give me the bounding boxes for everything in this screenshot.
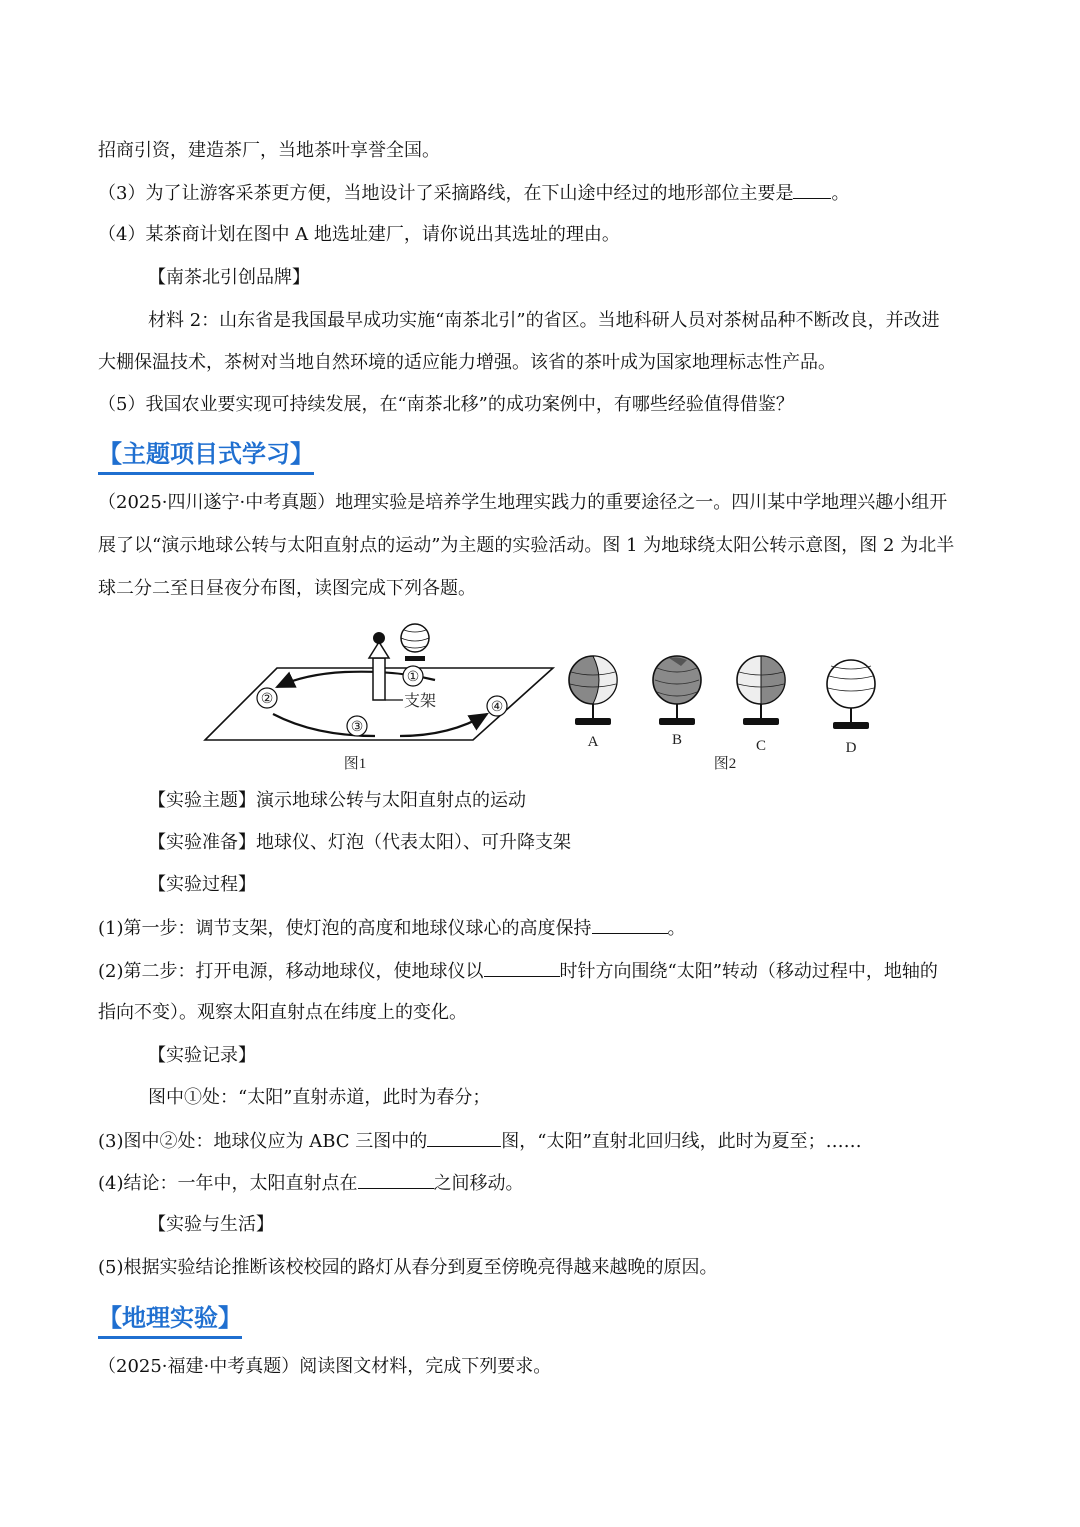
question-text-end: 之间移动。 (433, 1173, 524, 1194)
lamp-bulb (373, 632, 385, 644)
question-2-cont: 指向不变）。观察太阳直射点在纬度上的变化。 (98, 1002, 467, 1023)
question-5: （5）我国农业要实现可持续发展，在“南茶北移”的成功案例中，有哪些经验值得借鉴？ (98, 394, 794, 415)
globe-b-label: B (671, 732, 683, 748)
experiment-process-label: 【实验过程】 (148, 874, 256, 895)
figure-earth-revolution (195, 618, 895, 778)
question-text: (2)第二步：打开电源，移动地球仪，使地球仪以 (98, 961, 484, 982)
question-text-end: 。 (831, 183, 850, 204)
question-5b: (5)根据实验结论推断该校校园的路灯从春分到夏至傍晚亮得越来越晚的原因。 (98, 1257, 718, 1278)
question-text-end: 图，“太阳”直射北回归线，此时为夏至；…… (501, 1131, 862, 1152)
question-3b (98, 1128, 862, 1155)
figure-1-caption: 图1 (343, 756, 367, 772)
intro-line-2: 展了以“演示地球公转与太阳直射点的运动”为主题的实验活动。图 1 为地球绕太阳公转示意图，图 2 为北半 (98, 535, 955, 556)
section-heading-project-learning: 【主题项目式学习】 (98, 438, 314, 475)
globe-d-label: D (845, 740, 857, 756)
lamp-shade (369, 642, 389, 658)
question-2 (98, 958, 938, 985)
experiment-preparation: 【实验准备】地球仪、灯泡（代表太阳）、可升降支架 (148, 832, 571, 853)
orbit-arrow-bottom-right (400, 714, 487, 736)
section-label: 【南茶北引创品牌】 (148, 267, 310, 288)
record-line: 图中①处：“太阳”直射赤道，此时为春分； (148, 1087, 491, 1108)
question-text: (3)图中②处：地球仪应为 ABC 三图中的 (98, 1131, 428, 1152)
question-text: (1)第一步：调节支架，使灯泡的高度和地球仪球心的高度保持 (98, 918, 592, 939)
position-3: ③ (350, 720, 364, 735)
text-line: 招商引资，建造茶厂，当地茶叶享誉全国。 (98, 140, 440, 161)
small-globe-base (405, 656, 425, 661)
experiment-life-label: 【实验与生活】 (148, 1214, 274, 1235)
figure-2-caption: 图2 (713, 756, 737, 772)
bracket-stand (373, 658, 385, 700)
globe-a-label: A (587, 734, 599, 750)
position-4: ④ (490, 700, 504, 715)
question-text-end: 。 (667, 918, 686, 939)
globe-d (827, 660, 875, 756)
answer-blank[interactable] (592, 915, 668, 934)
figure-svg (195, 618, 895, 778)
bracket-label: 支架 (404, 693, 437, 710)
intro-line-3: 球二分二至日昼夜分布图，读图完成下列各题。 (98, 578, 476, 599)
question-text-end: 时针方向围绕“太阳”转动（移动过程中，地轴的 (559, 961, 938, 982)
question-text: （3）为了让游客采茶更方便，当地设计了采摘路线，在下山途中经过的地形部位主要是 (98, 183, 794, 204)
section-heading-geography-experiment: 【地理实验】 (98, 1302, 242, 1339)
answer-blank[interactable] (793, 180, 831, 199)
question-4: （4）某茶商计划在图中 A 地选址建厂，请你说出其选址的理由。 (98, 224, 620, 245)
question-text: (4)结论：一年中，太阳直射点在 (98, 1173, 358, 1194)
intro-fujian: （2025·福建·中考真题）阅读图文材料，完成下列要求。 (98, 1356, 552, 1377)
intro-line-1: （2025·四川遂宁·中考真题）地理实验是培养学生地理实践力的重要途径之一。四川某中学地理兴趣小组开 (98, 492, 948, 513)
globe-c-label: C (755, 738, 767, 754)
question-3 (98, 180, 849, 207)
answer-blank[interactable] (427, 1128, 501, 1147)
experiment-record-label: 【实验记录】 (148, 1045, 256, 1066)
experiment-topic: 【实验主题】演示地球公转与太阳直射点的运动 (148, 790, 526, 811)
material-2-text-cont: 大棚保温技术，茶树对当地自然环境的适应能力增强。该省的茶叶成为国家地理标志性产品。 (98, 352, 836, 373)
question-1 (98, 915, 686, 942)
globe-a (569, 656, 617, 750)
question-4b (98, 1170, 524, 1197)
answer-blank[interactable] (358, 1170, 434, 1189)
material-2-text: 材料 2：山东省是我国最早成功实施“南茶北引”的省区。当地科研人员对茶树品种不断改良，并改进 (148, 310, 940, 331)
position-2: ② (260, 692, 274, 707)
globe-c (737, 656, 785, 754)
answer-blank[interactable] (484, 958, 560, 977)
globe-b (653, 656, 701, 748)
position-1: ① (406, 670, 420, 685)
